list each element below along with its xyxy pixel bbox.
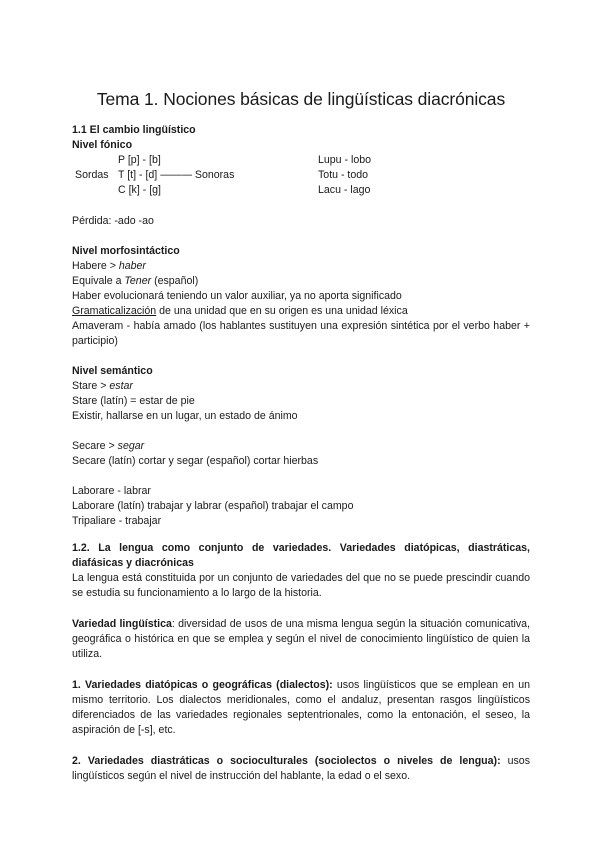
evoluciono-line: Haber evolucionará teniendo un valor auxiliar, ya no aporta significado (72, 290, 402, 302)
nivel-fonico-heading: Nivel fónico (72, 139, 133, 151)
phon-t: T [t] - [d] ——— Sonoras (118, 169, 235, 181)
stare-latin-line: Stare (latín) = estar de pie (72, 395, 195, 407)
phon-c: C [k] - [g] (118, 184, 161, 196)
document-page (72, 88, 530, 784)
habere-line: Habere > haber (72, 260, 146, 272)
laborare-line: Laborare - labrar (72, 485, 151, 497)
phon-sordas: Sordas (75, 169, 109, 181)
nivel-morfosintactico-heading: Nivel morfosintáctico (72, 245, 180, 257)
nivel-semantico-heading: Nivel semántico (72, 365, 153, 377)
tripaliare-line: Tripaliare - trabajar (72, 515, 162, 527)
gramaticalizacion-line: Gramaticalización de una unidad que en su origen es una unidad léxica (72, 305, 408, 317)
phon-lupu: Lupu - lobo (318, 154, 372, 166)
existir-line: Existir, hallarse en un lugar, un estado de ánimo (72, 410, 298, 422)
secare-latin-line: Secare (latín) cortar y segar (español) cortar hierbas (72, 455, 319, 467)
section-1-2-heading: 1.2. La lengua como conjunto de variedades. Variedades diatópicas, diastráticas, diafásicas y diacrónicas (72, 542, 530, 569)
page-title: Tema 1. Nociones básicas de lingüísticas diacrónicas (96, 89, 506, 109)
variedad-paragraph: Variedad lingüística: diversidad de usos de una misma lengua según la situación comunicativa, geográfica o histórica en que se emplea y según el nivel de conocimiento lingüístico de quien la utiliza. (72, 618, 531, 660)
equivale-line: Equivale a Tener (español) (72, 275, 199, 287)
diatopicas-paragraph: 1. Variedades diatópicas o geográficas (dialectos): usos lingüísticos que se emplean en un mismo territorio. Los dialectos meridionales, como el andaluz, presentan rasgos lingüísticos diferenciados de las variedades regionales septentrionales, como la entonación, el seseo, la aspiración de [-s], etc. (72, 679, 531, 736)
stare-line: Stare > estar (72, 380, 133, 392)
diastraticas-paragraph: 2. Variedades diastráticas o socioculturales (sociolectos o niveles de lengua): usos lingüísticos según el nivel de instrucción del hablante, la edad o el sexo. (72, 755, 530, 782)
phon-totu: Totu - todo (318, 169, 369, 181)
secare-line: Secare > segar (72, 440, 145, 452)
laborare-latin-line: Laborare (latín) trabajar y labrar (español) trabajar el campo (72, 500, 354, 512)
phon-lacu: Lacu - lago (318, 184, 371, 196)
section-1-1-heading: 1.1 El cambio lingüístico (72, 124, 196, 136)
phon-p: P [p] - [b] (118, 154, 161, 166)
phonetic-table (72, 153, 530, 199)
perdida-line: Pérdida: -ado -ao (72, 215, 154, 227)
intro-paragraph: La lengua está constituida por un conjunto de variedades del que no se puede prescindir cuando se estudia su funcionamiento a lo largo de la historia. (72, 572, 530, 599)
amaveram-paragraph: Amaveram - había amado (los hablantes sustituyen una expresión sintética por el verbo haber + participio) (72, 320, 530, 347)
